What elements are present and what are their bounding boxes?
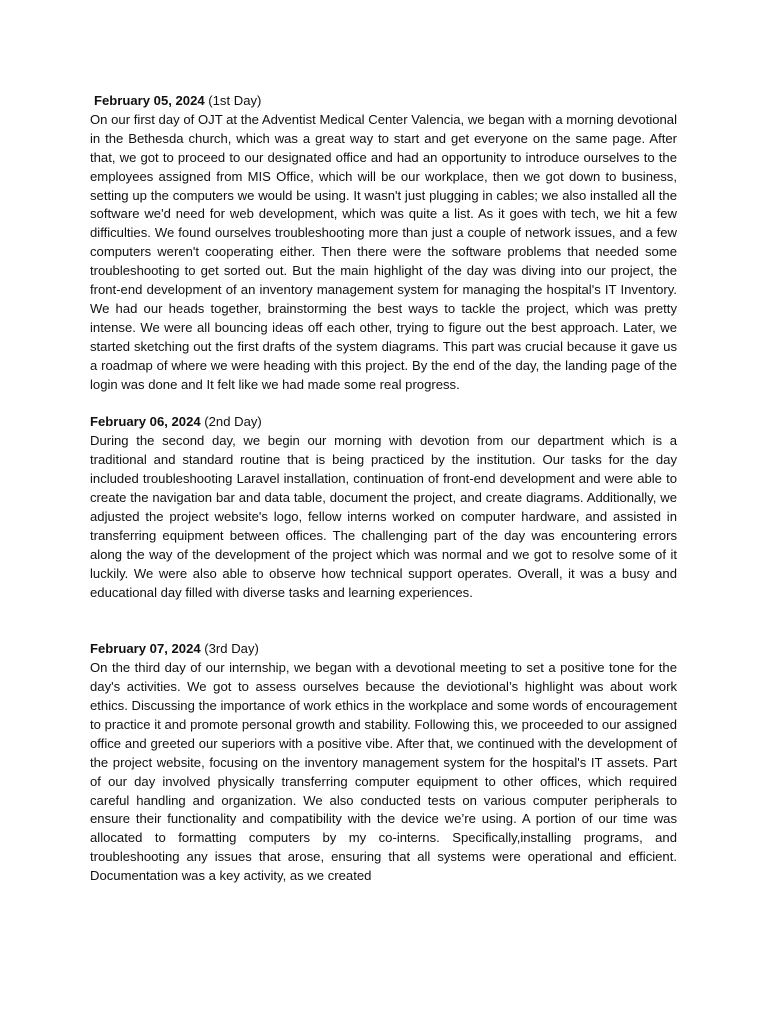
- paragraph-spacer: [90, 395, 677, 414]
- entry-heading: [90, 640, 677, 659]
- journal-page: [90, 92, 677, 886]
- entry-date: February 07, 2024: [90, 641, 201, 657]
- entry-body: During the second day, we begin our morning with devotion from our department which is a traditional and standard routine that is being practiced by the institution. Our tasks for the day included troubleshooting Laravel installation, continuation of front-end development and were able to create the navigation bar and data table, document the project, and create diagrams. Additionally, we adjusted the project website's logo, fellow interns worked on computer hardware, and assisted in transferring equipment between offices. The challenging part of the day was encountering errors along the way of the development of the project which was normal and we got to resolve some of it luckily. We were also able to observe how technical support operates. Overall, it was a busy and educational day filled with diverse tasks and learning experiences.: [90, 433, 677, 600]
- entry-date: February 06, 2024: [90, 414, 201, 430]
- journal-entry-day-1: [90, 92, 677, 395]
- journal-entry-day-3: [90, 640, 677, 886]
- entry-heading: [90, 413, 677, 432]
- paragraph-spacer: [90, 602, 677, 640]
- entry-heading: [90, 92, 677, 111]
- entry-day-label: (2nd Day): [204, 414, 262, 430]
- entry-body: On the third day of our internship, we began with a devotional meeting to set a positive tone for the day's activities. We got to assess ourselves because the deviotional’s highlight was about work ethics. Discussing the importance of work ethics in the workplace and some words of encouragement to practice it and promote personal growth and stability. Following this, we proceeded to our assigned office and greeted our superiors with a positive vibe. After that, we continued with the development of the project website, focusing on the inventory management system for the hospital's IT assets. Part of our day involved physically transferring computer equipment to other offices, which required careful handling and organization. We also conducted tests on various computer peripherals to ensure their functionality and compatibility with the device we’re using. A portion of our time was allocated to formatting computers by my co-interns. Specifically,installing programs, and troubleshooting any issues that arose, ensuring that all systems were operational and efficient. Documentation was a key activity, as we created: [90, 660, 677, 884]
- entry-body: On our first day of OJT at the Adventist Medical Center Valencia, we began with a morning devotional in the Bethesda church, which was a great way to start and get everyone on the same page. After that, we got to proceed to our designated office and had an opportunity to introduce ourselves to the employees assigned from MIS Office, which will be our workplace, then we got down to business, setting up the computers we would be using. It wasn't just plugging in cables; we also installed all the software we'd need for web development, which was quite a list. As it goes with tech, we hit a few difficulties. We found ourselves troubleshooting more than just a couple of network issues, and a few computers weren't cooperating either. Then there were the software problems that needed some troubleshooting to get sorted out. But the main highlight of the day was diving into our project, the front-end development of an inventory management system for managing the hospital's IT Inventory. We had our heads together, brainstorming the best ways to tackle the project, which was pretty intense. We were all bouncing ideas off each other, trying to figure out the best approach. Later, we started sketching out the first drafts of the system diagrams. This part was crucial because it gave us a roadmap of where we were heading with this project. By the end of the day, the landing page of the login was done and It felt like we had made some real progress.: [90, 111, 677, 392]
- journal-entry-day-2: [90, 413, 677, 602]
- entry-day-label: (3rd Day): [204, 641, 259, 657]
- entry-date: February 05, 2024: [94, 93, 205, 108]
- entry-day-label: (1st Day): [208, 93, 262, 108]
